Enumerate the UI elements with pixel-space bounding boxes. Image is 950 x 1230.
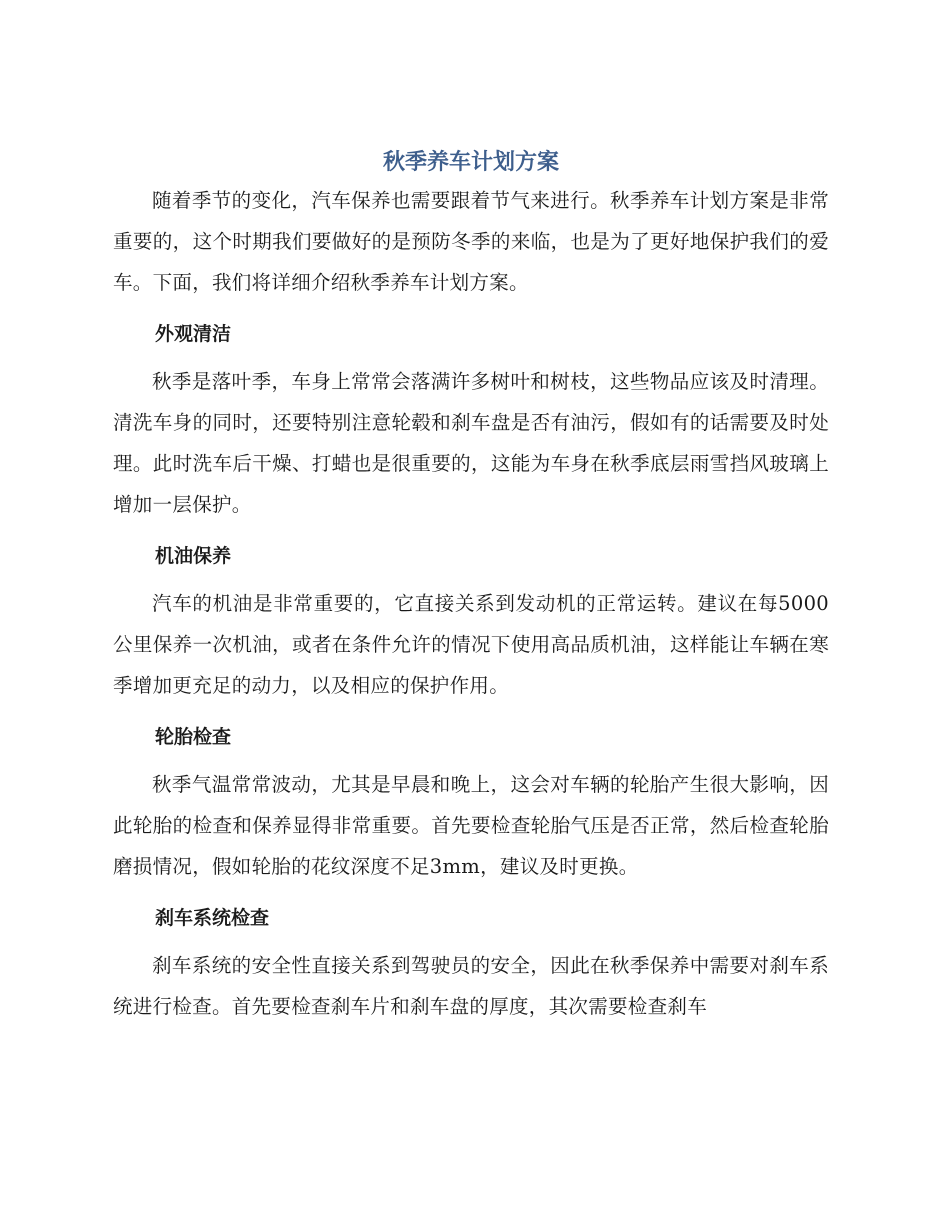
section-heading-brakes: 刹车系统检查	[155, 907, 270, 929]
intro-paragraph: 随着季节的变化，汽车保养也需要跟着节气来进行。秋季养车计划方案是非常重要的，这个时期我们要做好的是预防冬季的来临，也是为了更好地保护我们的爱车。下面，我们将详细介绍秋季养车计划方案。	[113, 189, 829, 294]
section-heading-exterior: 外观清洁	[155, 323, 232, 345]
section-heading-oil: 机油保养	[155, 545, 232, 567]
document-title: 秋季养车计划方案	[382, 150, 559, 175]
section-body-brakes: 刹车系统的安全性直接关系到驾驶员的安全，因此在秋季保养中需要对刹车系统进行检查。首先要检查刹车片和刹车盘的厚度，其次需要检查刹车	[113, 954, 829, 1018]
section-heading-tires: 轮胎检查	[155, 726, 232, 748]
section-body-exterior: 秋季是落叶季，车身上常常会落满许多树叶和树枝，这些物品应该及时清理。清洗车身的同时，还要特别注意轮毂和刹车盘是否有油污，假如有的话需要及时处理。此时洗车后干燥、打蜡也是很重要的，这能为车身在秋季底层雨雪挡风玻璃上增加一层保护。	[113, 370, 829, 516]
section-body-oil: 汽车的机油是非常重要的，它直接关系到发动机的正常运转。建议在每5000公里保养一次机油，或者在条件允许的情况下使用高品质机油，这样能让车辆在寒季增加更充足的动力，以及相应的保护作用。	[113, 592, 829, 697]
document-body	[113, 146, 829, 1027]
section-body-tires: 秋季气温常常波动，尤其是早晨和晚上，这会对车辆的轮胎产生很大影响，因此轮胎的检查和保养显得非常重要。首先要检查轮胎气压是否正常，然后检查轮胎磨损情况，假如轮胎的花纹深度不足3mm，建议及时更换。	[113, 773, 829, 878]
